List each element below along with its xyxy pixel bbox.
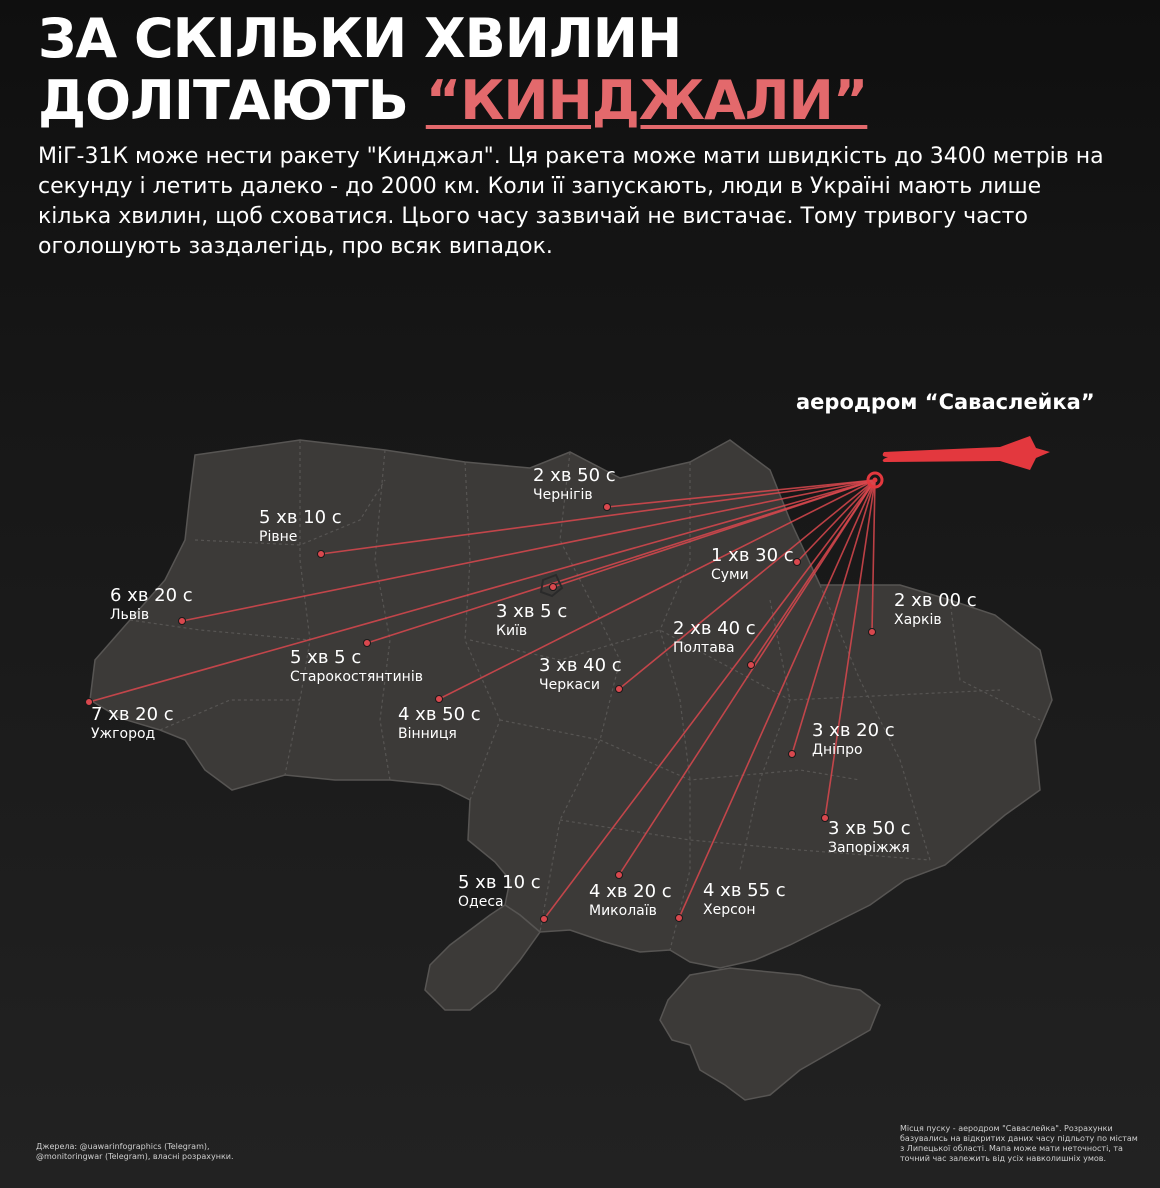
city-time: 2 хв 50 с bbox=[533, 465, 616, 486]
city-label-sumy bbox=[711, 545, 794, 583]
title-accent: “КИНДЖАЛИ” bbox=[425, 69, 868, 132]
city-name: Миколаїв bbox=[589, 903, 657, 919]
city-marker-kyiv bbox=[550, 584, 557, 591]
city-name: Харків bbox=[894, 612, 942, 628]
city-name: Полтава bbox=[673, 640, 735, 656]
city-marker-mykolaiv bbox=[616, 872, 623, 879]
city-name: Львів bbox=[110, 607, 150, 623]
city-name: Дніпро bbox=[812, 742, 863, 758]
city-label-poltava bbox=[673, 618, 756, 656]
city-label-kyiv bbox=[496, 601, 567, 639]
city-name: Київ bbox=[496, 623, 528, 639]
city-time: 2 хв 00 с bbox=[894, 590, 977, 611]
city-name: Вінниця bbox=[398, 726, 457, 742]
ukraine-mainland bbox=[90, 440, 1052, 968]
city-label-kharkiv bbox=[894, 590, 977, 628]
city-name: Запоріжжя bbox=[828, 840, 910, 856]
crimea bbox=[660, 968, 880, 1100]
city-time: 1 хв 30 с bbox=[711, 545, 794, 566]
city-time: 3 хв 40 с bbox=[539, 655, 622, 676]
city-label-zaporizhzhia bbox=[828, 818, 911, 856]
city-time: 6 хв 20 с bbox=[110, 585, 193, 606]
city-label-cherkasy bbox=[539, 655, 622, 693]
city-marker-dnipro bbox=[789, 751, 796, 758]
city-marker-kherson bbox=[676, 915, 683, 922]
title-line-1: ЗА СКІЛЬКИ ХВИЛИН bbox=[38, 7, 682, 70]
city-time: 5 хв 10 с bbox=[259, 507, 342, 528]
city-marker-odesa bbox=[541, 916, 548, 923]
city-time: 7 хв 20 с bbox=[91, 704, 174, 725]
city-name: Старокостянтинів bbox=[290, 669, 423, 685]
airfield-dot bbox=[873, 478, 878, 483]
odesa-budzhak bbox=[425, 905, 540, 1010]
city-label-rivne bbox=[259, 507, 342, 545]
city-marker-rivne bbox=[318, 551, 325, 558]
city-time: 5 хв 10 с bbox=[458, 872, 541, 893]
city-marker-vinnytsia bbox=[436, 696, 443, 703]
city-name: Одеса bbox=[458, 894, 504, 910]
airfield-label: аеродром “Саваслейка” bbox=[796, 390, 1095, 414]
city-name: Ужгород bbox=[91, 726, 156, 742]
city-marker-starokostiantyniv bbox=[364, 640, 371, 647]
city-marker-kharkiv bbox=[869, 629, 876, 636]
city-name: Херсон bbox=[703, 902, 756, 918]
ukraine-landmass bbox=[90, 440, 1052, 1100]
city-label-uzhhorod bbox=[91, 704, 174, 742]
city-name: Черкаси bbox=[539, 677, 600, 693]
city-time: 4 хв 55 с bbox=[703, 880, 786, 901]
city-time: 3 хв 5 с bbox=[496, 601, 568, 622]
city-time: 5 хв 5 с bbox=[290, 647, 362, 668]
city-label-odesa bbox=[458, 872, 541, 910]
description-text: МіГ-31К може нести ракету "Кинджал". Ця ракета може мати швидкість до 3400 метрів на секунду і летить далеко - до 2000 км. Коли її запускають, люди в Україні мають лише кілька хвилин, щоб сховатися. Цього часу зазвичай не вистачає. Тому тривогу часто оголошують заздалегідь, про всяк випадок. bbox=[38, 144, 1104, 259]
missile-icon bbox=[883, 436, 1050, 470]
city-time: 3 хв 50 с bbox=[828, 818, 911, 839]
missile-body bbox=[883, 436, 1050, 470]
city-marker-sumy bbox=[794, 559, 801, 566]
city-time: 4 хв 20 с bbox=[589, 881, 672, 902]
city-name: Суми bbox=[711, 567, 749, 583]
title-line-2: ДОЛІТАЮТЬ bbox=[38, 69, 408, 132]
city-marker-chernihiv bbox=[604, 504, 611, 511]
city-time: 2 хв 40 с bbox=[673, 618, 756, 639]
city-name: Чернігів bbox=[533, 487, 593, 503]
city-time: 3 хв 20 с bbox=[812, 720, 895, 741]
method-note: Місця пуску - аеродром "Саваслейка". Розрахунки базувались на відкритих даних часу підльоту по містам з Липецької області. Мапа може мати неточності, та точний час залежить від усіх навколишніх умов. bbox=[900, 1124, 1138, 1163]
city-label-lviv bbox=[110, 585, 193, 623]
city-label-mykolaiv bbox=[589, 881, 672, 919]
city-label-chernihiv bbox=[533, 465, 616, 503]
city-name: Рівне bbox=[259, 529, 298, 545]
city-label-kherson bbox=[703, 880, 786, 918]
city-time: 4 хв 50 с bbox=[398, 704, 481, 725]
city-label-vinnytsia bbox=[398, 704, 481, 742]
city-label-dnipro bbox=[812, 720, 895, 758]
sources-note: Джерела: @uawarinfographics (Telegram), @monitoringwar (Telegram), власні розрахунки. bbox=[36, 1142, 234, 1161]
city-label-starokostiantyniv bbox=[290, 647, 423, 685]
city-marker-poltava bbox=[748, 662, 755, 669]
